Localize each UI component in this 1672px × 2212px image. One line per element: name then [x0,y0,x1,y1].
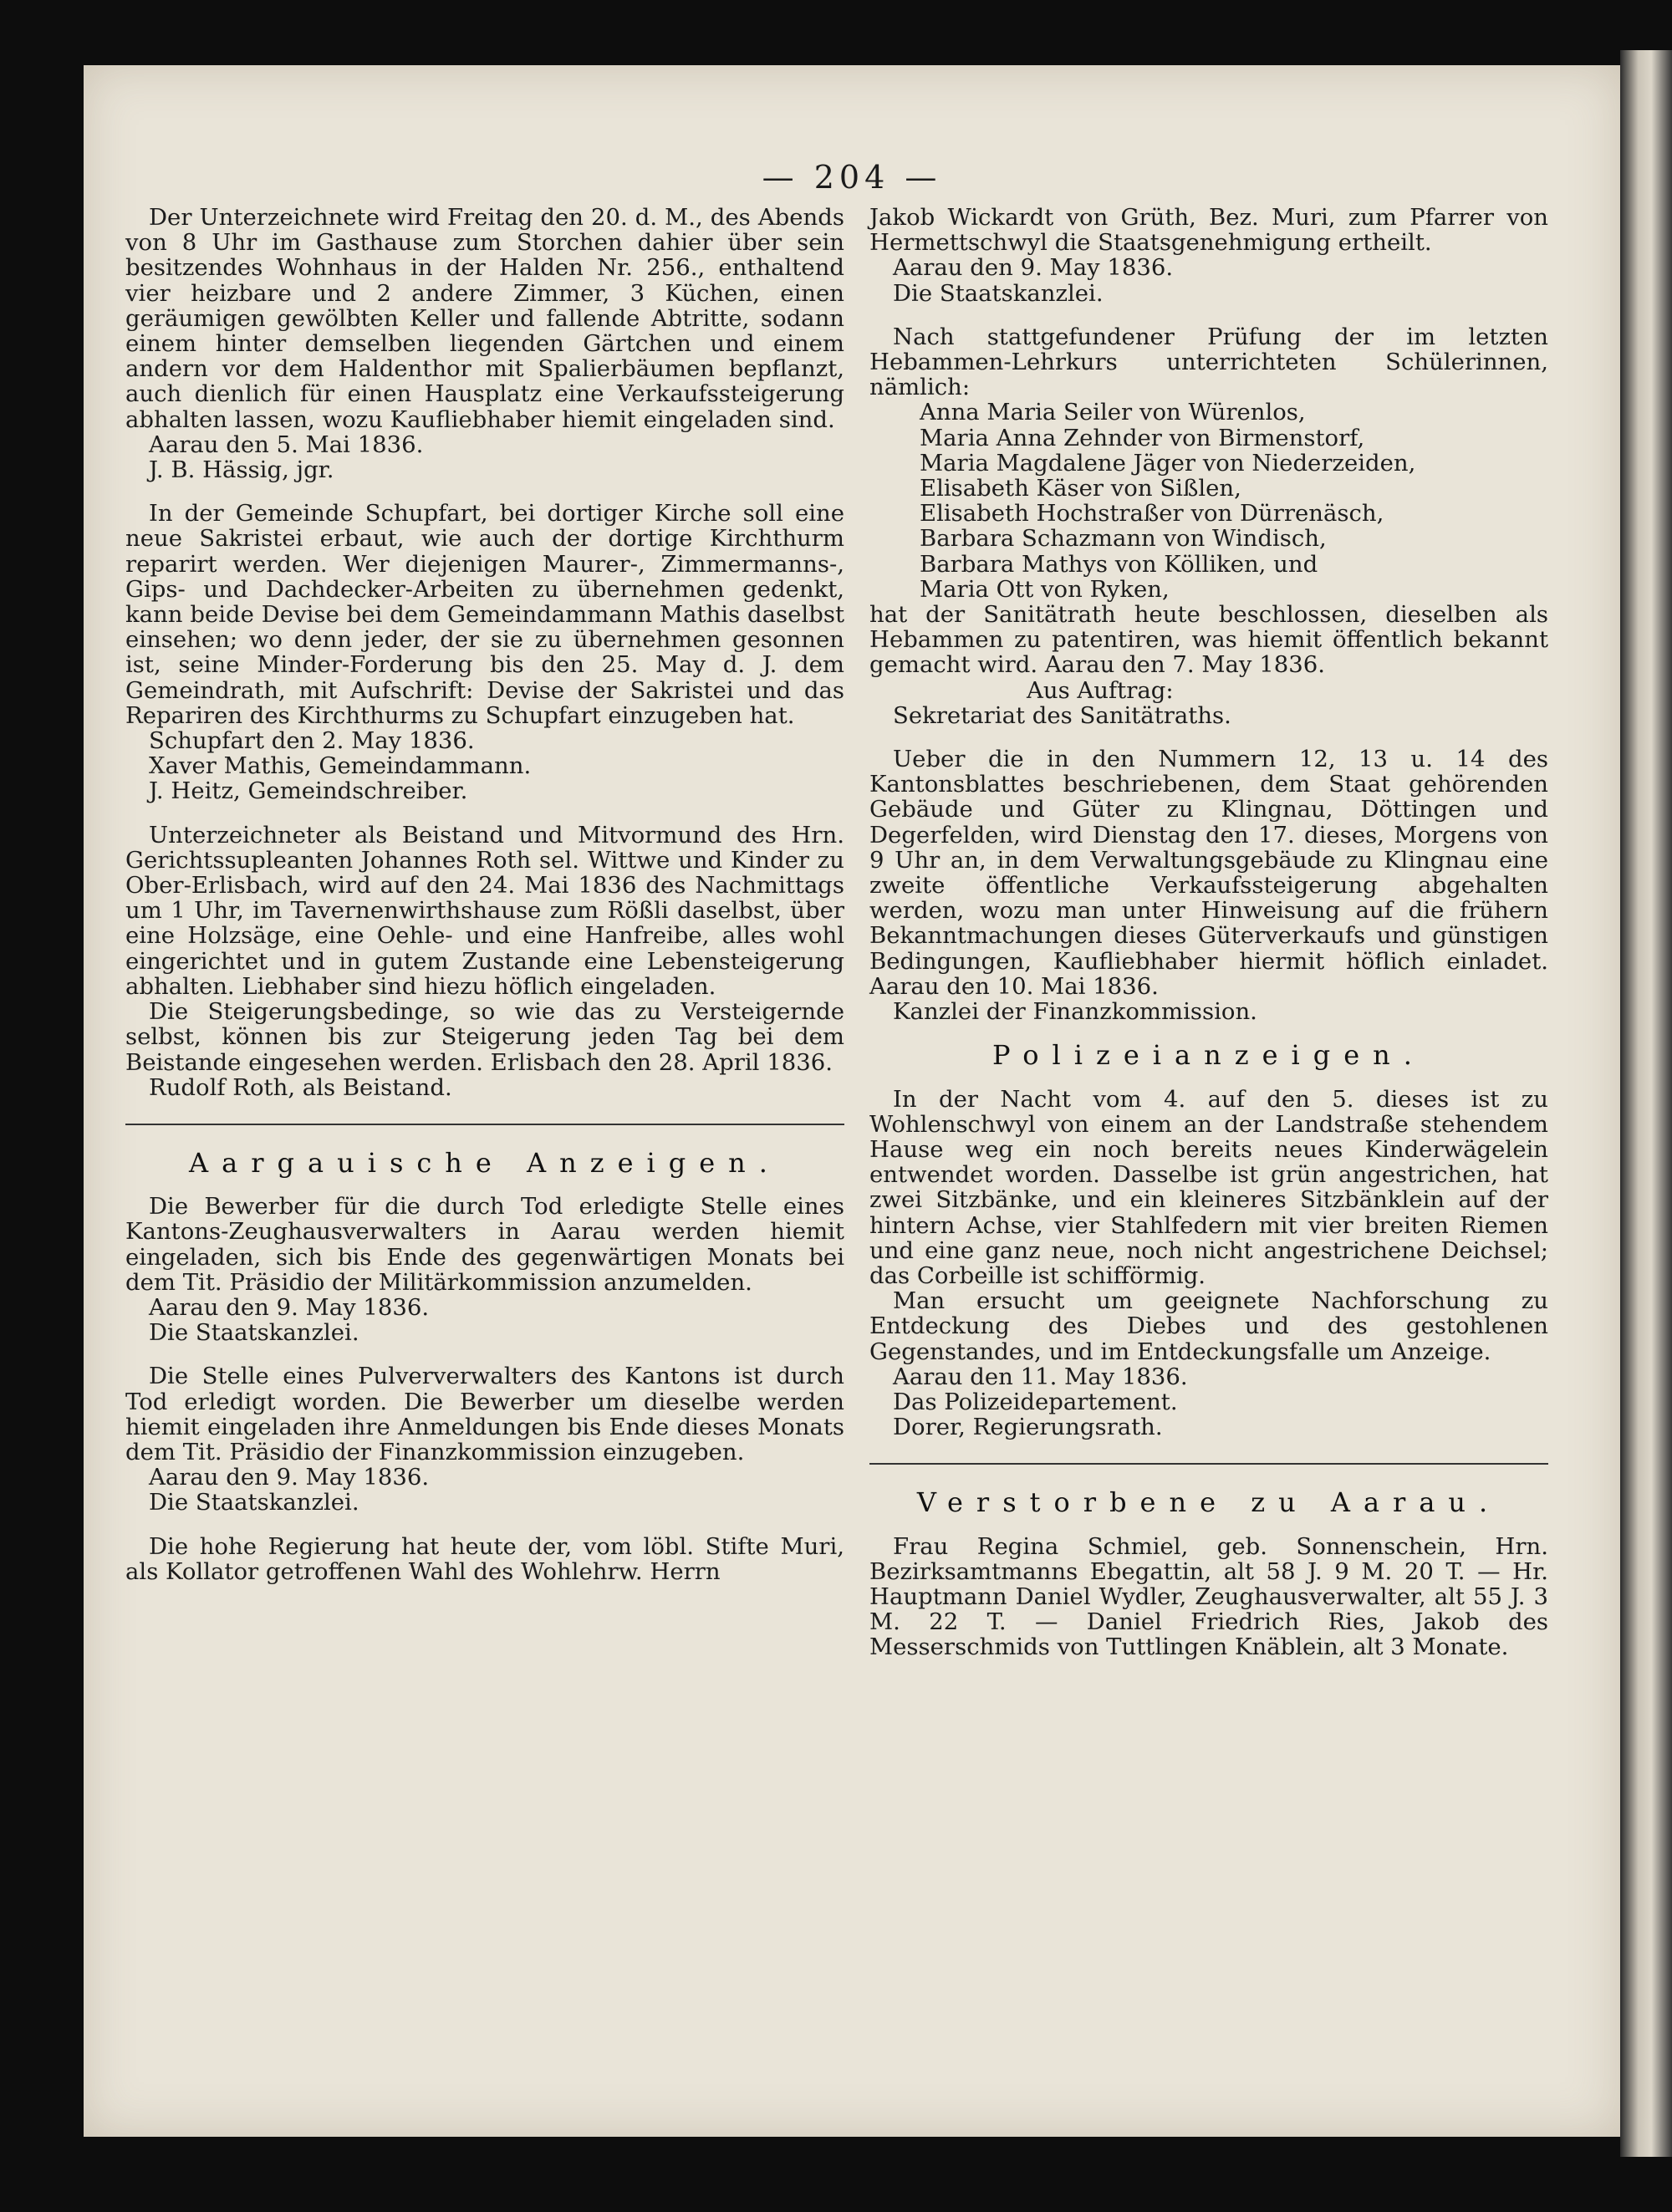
notice-text: Die hohe Regierung hat heute der, vom löbl. Stifte Muri, als Kollator getroffenen Wahl des Wohlehrw. Herrn [125,1532,844,1585]
list-item: Elisabeth Käser von Sißlen, [920,475,1241,502]
list-item: Anna Maria Seiler von Würenlos, [920,399,1306,426]
notice-midwives [869,324,1548,728]
notice-police-theft [869,1087,1548,1440]
notice-signature: Kanzlei der Finanzkommission. [893,998,1257,1026]
notice-signature: Dorer, Regierungsrath. [893,1414,1163,1441]
notice-text: In der Gemeinde Schupfart, bei dortiger Kirche soll eine neue Sakristei erbaut, wie auch der dortige Kirchthurm reparirt werden. Wer diejenigen Maurer-, Zimmermanns-, Gips- und Dachdecker-Arbeiten zu übernehmen gedenkt, kann beide Devise bei dem Gemeindammann Mathis daselbst einsehen; wo denn jeder, der sie zu übernehmen gesonnen ist, seine Minder-Forderung bis den 25. May d. J. dem Gemeindrath, mit Aufschrift: Devise der Sakristei und das Repariren des Kirchthurms zu Schupfart einzugeben hat. [125,500,844,729]
notice-text: Unterzeichneter als Beistand und Mitvormund des Hrn. Gerichtssupleanten Johannes Roth sel. Wittwe und Kinder zu Ober-Erlisbach, wird auf den 24. Mai 1836 des Nachmittags um 1 Uhr, im Tavernenwirthshause zum Rößli daselbst, über eine Holzsäge, eine Oehle- und eine Hanfreibe, alles wohl eingerichtet und in gutem Zustande eine Lebensteigerung abhalten. Liebhaber sind hiezu höflich eingeladen. [125,821,844,1000]
notice-text: Die Bewerber für die durch Tod erledigte Stelle eines Kantons-Zeughausverwalters in Aarau werden hiemit eingeladen, sich bis Ende des gegenwärtigen Monats bei dem Tit. Präsidio der Militärkommission anzumelden. [125,1193,844,1296]
notice-text: Ueber die in den Nummern 12, 13 u. 14 des Kantonsblattes beschriebenen, dem Staat gehörenden Gebäude und Güter zu Klingnau, Döttingen und Degerfelden, wird Dienstag den 17. dieses, Morgens von 9 Uhr an, in dem Verwaltungsgebäude zu Klingnau eine zweite öffentliche Verkaufssteigerung abgehalten werden, wozu man unter Hinweisung auf die frühern Bekanntmachungen dieses Güterverkaufs und günstigen Bedingungen, Kaufliebhaber hiermit höflich einladet. Aarau den 10. Mai 1836. [869,746,1548,1000]
list-item: Maria Anna Zehnder von Birmenstorf, [920,424,1365,451]
notice-date: Aarau den 9. May 1836. [149,1464,430,1491]
list-item: Elisabeth Hochstraßer von Dürrenäsch, [920,500,1384,528]
notice-text: Man ersucht um geeignete Nachforschung zu Entdeckung des Diebes und des gestohlenen Gegenstandes, und im Entdeckungsfalle um Anzeige. [869,1287,1548,1365]
section-title-deaths: Verstorbene zu Aarau. [916,1486,1501,1519]
notice-signature: Die Staatskanzlei. [149,1489,359,1516]
notice-signature: Sekretariat des Sanitätraths. [893,701,1231,729]
page-number: — 204 — [762,159,942,196]
section-title-aargau: Aargauische Anzeigen. [189,1146,781,1179]
adjacent-page-edge [1620,50,1672,2157]
list-item: Barbara Schazmann von Windisch, [920,525,1327,553]
notice-wickardt [869,205,1548,306]
notice-pulver [125,1363,844,1515]
notice-date: Aarau den 9. May 1836. [893,254,1174,282]
notice-text: Jakob Wickardt von Grüth, Bez. Muri, zum Pfarrer von Hermettschwyl die Staatsgenehmigung ertheilt. [869,204,1548,257]
notice-text: Der Unterzeichnete wird Freitag den 20. d. M., des Abends von 8 Uhr im Gasthause zum Storchen dahier über sein besitzendes Wohnhaus in der Halden Nr. 256., enthaltend vier heizbare und 2 andere Zimmer, 3 Küchen, einen geräumigen gewölbten Keller und fallende Abtritte, sodann einem hinter demselben liegenden Gärtchen und einem andern vor dem Haldenthor mit Spalierbäumen bepflanzt, auch dienlich für einen Hausplatz eine Verkaufssteigerung abhalten lassen, wozu Kaufliebhaber hiemit eingeladen sind. [125,204,844,433]
notice-erlisbach-auction [125,823,844,1100]
section-divider [869,1463,1548,1465]
notice-date: Aarau den 9. May 1836. [149,1293,430,1321]
notice-signature: Die Staatskanzlei. [149,1319,359,1347]
notice-schupfart-sacristy [125,501,844,803]
notice-signature: Rudolf Roth, als Beistand. [149,1073,452,1101]
notice-text: In der Nacht vom 4. auf den 5. dieses ist zu Wohlenschwyl von einem an der Landstraße stehendem Hause weg ein noch bereits neues Kinderwägelein entwendet worden. Dasselbe ist grün angestrichen, hat zwei Sitzbänke, und ein kleineres Sitzbänklein auf der hintern Achse, vier Stahlfedern mit vier breiten Riemen und eine ganz neue, noch nicht angestrichene Deichsel; das Corbeille ist schifförmig. [869,1085,1548,1289]
notice-date: Aarau den 11. May 1836. [893,1363,1188,1390]
notice-text: Die Steigerungsbedinge, so wie das zu Versteigernde selbst, können bis zur Steigerung jeden Tag bei dem Beistande eingesehen werden. Erlisbach den 28. April 1836. [125,998,844,1076]
notice-muri [125,1534,844,1584]
list-item: Maria Ott von Ryken, [920,575,1170,603]
notice-signature: J. B. Hässig, jgr. [149,456,334,484]
notice-zeughaus [125,1194,844,1345]
left-column [125,205,844,1603]
notice-text: Nach stattgefundener Prüfung der im letzten Hebammen-Lehrkurs unterrichteten Schülerinnen, nämlich: [869,323,1548,401]
notice-klingnau-sale [869,747,1548,1024]
midwife-list [920,400,1548,602]
list-item: Maria Magdalene Jäger von Niederzeiden, [920,449,1416,477]
notice-date: Schupfart den 2. May 1836. [149,727,475,755]
section-divider [125,1124,844,1125]
notice-text: Frau Regina Schmiel, geb. Sonnenschein, Hrn. Bezirksamtmanns Ebegattin, alt 58 J. 9 M. 20 T. — Hr. Hauptmann Daniel Wydler, Zeughausverwalter, alt 55 J. 3 M. 22 T. — Daniel Friedrich Ries, Jakob des Messerschmids von Tuttlingen Knäblein, alt 3 Monate. [869,1532,1548,1661]
notice-date: Aarau den 5. Mai 1836. [149,431,424,458]
list-item: Barbara Mathys von Kölliken, und [920,550,1318,578]
notice-signature: Das Polizeidepartement. [893,1388,1178,1415]
notice-deaths [869,1534,1548,1660]
section-title-police: Polizeianzeigen. [992,1039,1425,1072]
notice-signature: Aus Auftrag: [1027,676,1174,704]
right-column [869,205,1548,1679]
notice-signature: J. Heitz, Gemeindschreiber. [149,777,468,805]
notice-text: hat der Sanitätrath heute beschlossen, dieselben als Hebammen zu patentiren, was hiemit öffentlich bekannt gemacht wird. Aarau den 7. May 1836. [869,601,1548,679]
notice-house-sale [125,205,844,482]
notice-signature: Die Staatskanzlei. [893,279,1104,307]
notice-text: Die Stelle eines Pulververwalters des Kantons ist durch Tod erledigt worden. Die Bewerber um dieselbe werden hiemit eingeladen ihre Anmeldungen bis Ende dieses Monats dem Tit. Präsidio der Finanzkommission einzugeben. [125,1363,844,1465]
notice-signature: Xaver Mathis, Gemeindammann. [149,752,532,780]
